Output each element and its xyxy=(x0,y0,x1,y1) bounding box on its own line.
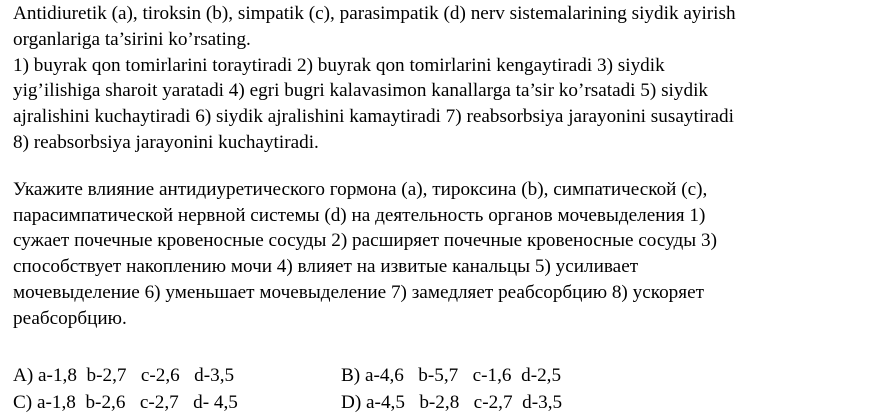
paragraph-gap xyxy=(13,156,861,177)
question-uz-line: Antidiuretik (a), tiroksin (b), simpatik (c), parasimpatik (d) nerv sistemalarining siydik ayirish xyxy=(13,3,736,24)
answer-option-b[interactable]: B) a-4,6 b-5,7 c-1,6 d-2,5 xyxy=(341,365,562,386)
question-uzbek xyxy=(13,1,861,156)
question-uz-line: organlariga ta’sirini ko’rsating. xyxy=(13,28,251,50)
question-uz-line: yig’ilishiga sharoit yaratadi 4) egri bugri kalavasimon kanallarga ta’sir ko’rsatadi 5) siydik xyxy=(13,80,709,102)
answer-option-a[interactable]: A) a-1,8 b-2,7 c-2,6 d-3,5 xyxy=(13,365,235,386)
document-body xyxy=(13,1,861,332)
question-ru-line: сужает почечные кровеносные сосуды 2) расширяет почечные кровеносные сосуды 3) xyxy=(13,230,717,252)
question-russian xyxy=(13,177,861,332)
answer-row xyxy=(13,389,861,416)
question-ru-line: способствует накоплению мочи 4) влияет на извитые канальцы 5) усиливает xyxy=(13,256,639,278)
question-ru-line: реабсорбцию. xyxy=(13,307,127,329)
answer-option-d[interactable]: D) a-4,5 b-2,8 c-2,7 d-3,5 xyxy=(341,392,563,413)
question-ru-line: Укажите влияние антидиуретического гормона (a), тироксина (b), симпатической (c), xyxy=(13,178,708,200)
answer-options xyxy=(13,362,861,416)
question-uz-line: 1) buyrak qon tomirlarini toraytiradi 2) buyrak qon tomirlarini kengaytiradi 3) siydik xyxy=(13,54,665,76)
answer-row xyxy=(13,362,861,389)
question-uz-line: ajralishini kuchaytiradi 6) siydik ajralishini kamaytiradi 7) reabsorbsiya jarayonini susaytiradi xyxy=(13,106,734,128)
question-ru-line: мочевыделение 6) уменьшает мочевыделение 7) замедляет реабсорбцию 8) ускоряет xyxy=(13,281,704,303)
question-uz-line: 8) reabsorbsiya jarayonini kuchaytiradi. xyxy=(13,131,319,153)
answer-option-c[interactable]: C) a-1,8 b-2,6 c-2,7 d- 4,5 xyxy=(13,392,238,413)
question-ru-line: парасимпатической нервной системы (d) на деятельность органов мочевыделения 1) xyxy=(13,204,706,226)
